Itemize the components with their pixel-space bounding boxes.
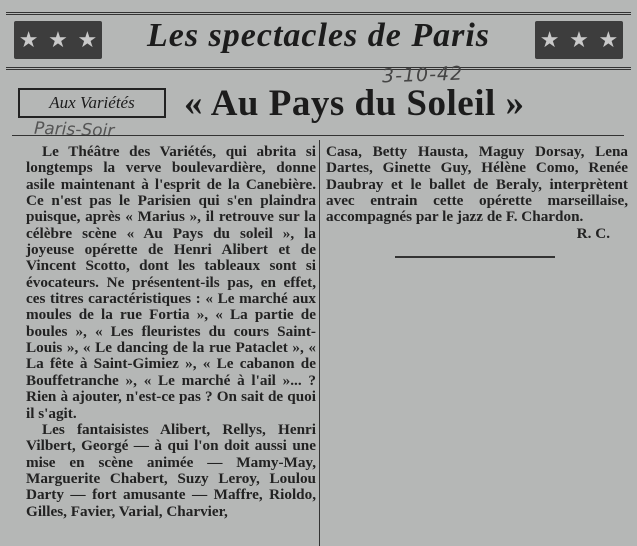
author-signature: R. C. bbox=[576, 224, 610, 242]
star-icon: ★ bbox=[48, 27, 68, 53]
star-icon: ★ bbox=[77, 27, 98, 53]
article-paragraph: Les fantaisistes Alibert, Rellys, Henri Vilbert, Georgé — à qui l'on doit aussi une mise en scène animée — Mamy-May, Marguerite Chabert, Suzy Leroy, Loulou Darty — fort amusante — Maffre, Rioldo, Gilles, Favier, Varial, Charvier, bbox=[26, 420, 316, 520]
star-icon: ★ bbox=[539, 27, 560, 53]
section-label: Aux Variétés bbox=[18, 88, 166, 118]
end-rule bbox=[395, 256, 555, 258]
star-ornament-left bbox=[14, 21, 102, 59]
article-paragraph: Casa, Betty Hausta, Maguy Dorsay, Lena Dartes, Ginette Guy, Hélène Como, Renée Daubray et le ballet de Beraly, interprètent avec entrain cette opérette marseillaise, accompagnés par le jazz de F. Chardon. bbox=[326, 143, 628, 226]
handwritten-source: Paris-Soir bbox=[33, 118, 115, 142]
divider-rule bbox=[12, 135, 624, 136]
article-headline: « Au Pays du Soleil » bbox=[184, 83, 525, 124]
handwritten-date: 3-10-42 bbox=[381, 62, 464, 88]
masthead bbox=[6, 12, 631, 70]
star-icon: ★ bbox=[569, 27, 589, 53]
star-icon: ★ bbox=[598, 27, 619, 53]
star-ornament-right bbox=[535, 21, 623, 59]
masthead-title: Les spectacles de Paris bbox=[146, 17, 491, 54]
star-icon: ★ bbox=[18, 27, 39, 53]
article-paragraph: Le Théâtre des Variétés, qui abrita si longtemps la verve boulevardière, donne asile maintenant à l'esprit de la Canebière. Ce n'est pas le Parisien qui s'en plaindra puisque, après « Marius », il retrouve sur la célèbre scène « Au Pays du soleil », la joyeuse opérette de Henri Alibert et de Vincent Scotto, dont les tableaux sont si évocateurs. Ne présentent-ils pas, en effet, ces titres caractéristiques : « Le marché aux moules de la rue Fortia », « La partie de boules », « Les fleuristes du cours Saint-Louis », « Le dancing de la rue Pataclet », « La fête à Saint-Gimiez », « Le cabanon de Bouffetranche », « Le marché à l'ail »... ? Rien à ajouter, n'est-ce pas ? On sait de quoi il s'agit. bbox=[26, 143, 316, 422]
article-column-1 bbox=[26, 144, 316, 520]
column-divider bbox=[319, 140, 320, 546]
article-column-2 bbox=[326, 144, 628, 242]
